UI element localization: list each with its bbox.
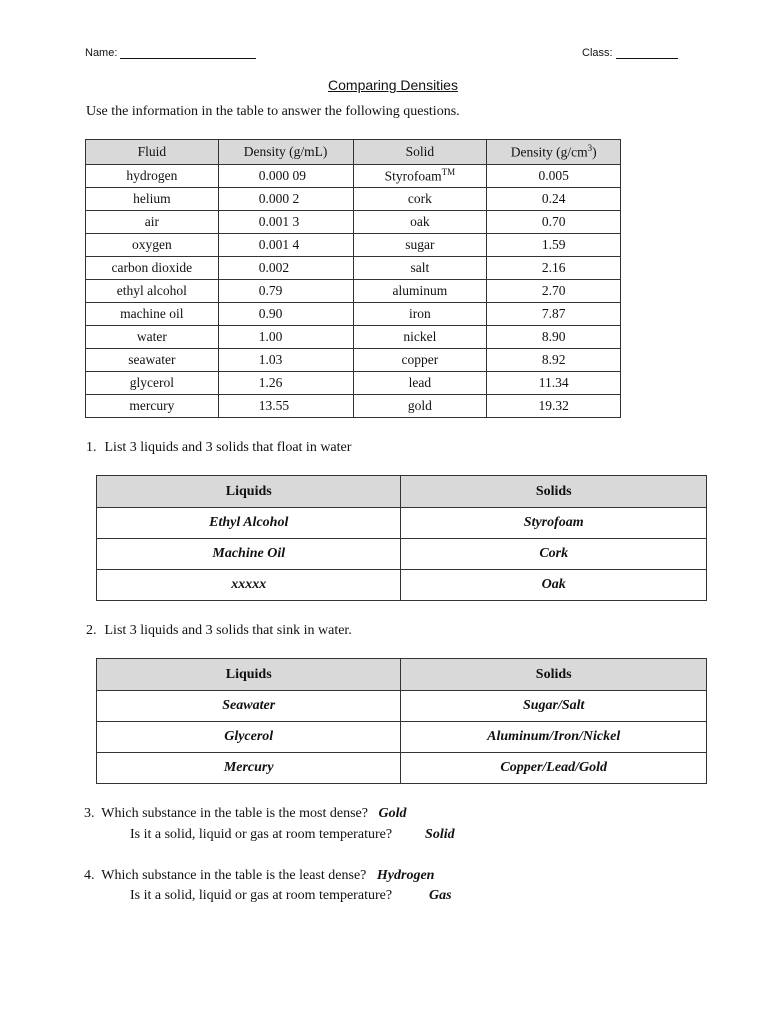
fluid-name-text: carbon dioxide xyxy=(111,260,193,275)
sink-solid-cell[interactable]: Copper/Lead/Gold xyxy=(401,753,707,784)
fluid-density-text: 0.001 4 xyxy=(258,237,300,252)
float-liquid-cell[interactable]: xxxxx xyxy=(97,570,401,601)
fluid-name-cell xyxy=(86,234,219,257)
solid-density-text: 19.32 xyxy=(538,398,569,413)
solid-name-text: cork xyxy=(407,191,432,206)
solid-name-cell xyxy=(353,395,487,418)
question-1-text: List 3 liquids and 3 solids that float in water xyxy=(104,440,352,455)
density-table-header-row xyxy=(86,140,621,165)
sink-header-liquids: Liquids xyxy=(97,659,401,691)
solid-density-text: 8.90 xyxy=(541,329,566,344)
fluid-density-text: 0.000 2 xyxy=(258,191,300,206)
sink-solid-cell[interactable]: Sugar/Salt xyxy=(401,691,707,722)
fluid-name-text: oxygen xyxy=(131,237,172,252)
density-table xyxy=(85,139,621,418)
fluid-name-text: mercury xyxy=(129,398,175,413)
fluid-name-cell xyxy=(86,326,219,349)
float-solid-cell[interactable]: Styrofoam xyxy=(401,508,707,539)
solid-density-text: 8.92 xyxy=(541,352,566,367)
sink-solid-cell[interactable]: Aluminum/Iron/Nickel xyxy=(401,722,707,753)
fluid-density-cell xyxy=(218,280,353,303)
solid-density-text: 0.24 xyxy=(541,191,566,206)
fluid-density-text: 0.000 09 xyxy=(258,168,306,183)
fluid-density-text: 0.001 3 xyxy=(258,214,300,229)
solid-density-cell xyxy=(487,349,621,372)
fluid-density-cell xyxy=(218,326,353,349)
question-4 xyxy=(84,868,434,884)
question-4-sub-answer[interactable]: Gas xyxy=(429,888,452,903)
fluid-name-cell xyxy=(86,349,219,372)
table-row xyxy=(86,303,621,326)
solid-density-cell xyxy=(487,188,621,211)
question-1 xyxy=(86,440,351,456)
solid-density-cell xyxy=(487,326,621,349)
solid-name-text: gold xyxy=(407,398,432,413)
class-blank-line[interactable] xyxy=(616,47,678,59)
solid-name-cell xyxy=(353,349,487,372)
fluid-name-text: machine oil xyxy=(120,306,184,321)
float-header-liquids: Liquids xyxy=(97,476,401,508)
name-blank-line[interactable] xyxy=(120,47,256,59)
table-row xyxy=(97,508,707,539)
fluid-density-cell xyxy=(218,257,353,280)
question-4-sub-text: Is it a solid, liquid or gas at room temperature? xyxy=(130,888,393,903)
solid-density-cell xyxy=(487,234,621,257)
fluid-density-text: 1.00 xyxy=(258,329,283,344)
fluid-name-cell xyxy=(86,303,219,326)
sink-header-solids: Solids xyxy=(401,659,707,691)
table-row xyxy=(86,280,621,303)
solid-name-text: salt xyxy=(410,260,430,275)
header-fluid-density: Density (g/mL) xyxy=(218,140,353,165)
fluid-density-text: 1.26 xyxy=(258,375,283,390)
solid-name-cell xyxy=(353,234,487,257)
table-row xyxy=(86,234,621,257)
solid-name-cell xyxy=(353,211,487,234)
fluid-density-cell xyxy=(218,234,353,257)
solid-name-cell xyxy=(353,165,487,188)
solid-name-cell xyxy=(353,280,487,303)
table-row xyxy=(97,539,707,570)
sink-table xyxy=(96,658,707,784)
class-field[interactable] xyxy=(582,47,678,59)
question-2 xyxy=(86,623,352,639)
fluid-name-text: air xyxy=(144,214,159,229)
question-3-answer[interactable]: Gold xyxy=(378,806,407,821)
sink-table-header-row xyxy=(97,659,707,691)
float-header-solids: Solids xyxy=(401,476,707,508)
fluid-name-text: helium xyxy=(133,191,171,206)
header-solid: Solid xyxy=(353,140,487,165)
fluid-name-text: water xyxy=(136,329,167,344)
class-label: Class: xyxy=(582,47,613,59)
fluid-density-cell xyxy=(218,165,353,188)
solid-name-text: iron xyxy=(409,306,431,321)
solid-name-text: copper xyxy=(401,352,439,367)
header-fluid: Fluid xyxy=(86,140,219,165)
trademark-superscript: TM xyxy=(441,167,456,178)
table-row xyxy=(86,257,621,280)
solid-name-text: oak xyxy=(410,214,430,229)
table-row xyxy=(86,395,621,418)
question-3-sub xyxy=(130,827,455,843)
float-table-header-row xyxy=(97,476,707,508)
name-label: Name: xyxy=(85,47,118,59)
table-row xyxy=(86,188,621,211)
fluid-density-cell xyxy=(218,349,353,372)
fluid-name-cell xyxy=(86,257,219,280)
fluid-name-cell xyxy=(86,188,219,211)
solid-name-text: nickel xyxy=(403,329,437,344)
fluid-density-cell xyxy=(218,211,353,234)
question-1-number: 1. xyxy=(86,440,97,455)
header-close-paren: ) xyxy=(592,144,597,160)
header-solid-density xyxy=(487,140,621,165)
solid-density-text: 0.005 xyxy=(538,168,569,183)
fluid-name-cell xyxy=(86,280,219,303)
solid-name-cell xyxy=(353,188,487,211)
sink-liquid-cell[interactable]: Glycerol xyxy=(97,722,401,753)
sink-liquid-cell[interactable]: Mercury xyxy=(97,753,401,784)
fluid-name-text: seawater xyxy=(128,352,176,367)
fluid-density-cell xyxy=(218,372,353,395)
solid-density-cell xyxy=(487,303,621,326)
table-row xyxy=(86,211,621,234)
solid-density-text: 7.87 xyxy=(541,306,566,321)
table-row xyxy=(97,722,707,753)
question-2-number: 2. xyxy=(86,623,97,638)
solid-name-cell xyxy=(353,326,487,349)
solid-density-cell xyxy=(487,372,621,395)
question-4-number: 4. xyxy=(84,868,95,883)
question-3-sub-text: Is it a solid, liquid or gas at room temperature? xyxy=(130,827,393,842)
solid-name-text: lead xyxy=(408,375,432,390)
question-4-text: Which substance in the table is the least dense? xyxy=(101,868,367,883)
solid-density-text: 11.34 xyxy=(538,375,569,390)
sink-liquid-cell[interactable]: Seawater xyxy=(97,691,401,722)
fluid-name-cell xyxy=(86,372,219,395)
table-row xyxy=(97,570,707,601)
fluid-name-cell xyxy=(86,165,219,188)
solid-density-cell xyxy=(487,211,621,234)
fluid-name-cell xyxy=(86,395,219,418)
solid-name-text: sugar xyxy=(405,237,435,252)
question-2-text: List 3 liquids and 3 solids that sink in water. xyxy=(104,623,352,638)
solid-density-cell xyxy=(487,395,621,418)
float-table xyxy=(96,475,707,601)
instructions-text: Use the information in the table to answer the following questions. xyxy=(86,104,460,119)
solid-name-text: Styrofoam xyxy=(384,168,442,184)
solid-density-text: 1.59 xyxy=(541,237,566,252)
name-field[interactable] xyxy=(85,47,256,59)
fluid-density-text: 0.002 xyxy=(258,260,290,275)
solid-name-cell xyxy=(353,257,487,280)
fluid-name-cell xyxy=(86,211,219,234)
solid-name-cell xyxy=(353,303,487,326)
float-liquid-cell[interactable]: Ethyl Alcohol xyxy=(97,508,401,539)
solid-density-text: 0.70 xyxy=(541,214,566,229)
table-row xyxy=(86,372,621,395)
table-row xyxy=(86,165,621,188)
fluid-name-text: ethyl alcohol xyxy=(116,283,187,298)
table-row xyxy=(97,753,707,784)
fluid-density-text: 1.03 xyxy=(258,352,283,367)
solid-density-cell xyxy=(487,165,621,188)
solid-name-text: aluminum xyxy=(392,283,448,298)
table-row xyxy=(97,691,707,722)
header-cubed-superscript: 3 xyxy=(587,143,593,154)
question-3 xyxy=(84,806,406,822)
page-title: Comparing Densities xyxy=(328,77,458,93)
question-3-text: Which substance in the table is the most dense? xyxy=(101,806,368,821)
question-3-sub-answer[interactable]: Solid xyxy=(425,827,455,842)
table-row xyxy=(86,326,621,349)
table-row xyxy=(86,349,621,372)
solid-density-text: 2.70 xyxy=(541,283,566,298)
question-4-answer[interactable]: Hydrogen xyxy=(376,868,435,883)
question-4-sub xyxy=(130,888,452,904)
solid-density-cell xyxy=(487,257,621,280)
fluid-density-cell xyxy=(218,395,353,418)
fluid-density-text: 0.79 xyxy=(258,283,283,298)
solid-name-cell xyxy=(353,372,487,395)
solid-density-text: 2.16 xyxy=(541,260,566,275)
float-liquid-cell[interactable]: Machine Oil xyxy=(97,539,401,570)
header-solid-density-text: Density (g/cm xyxy=(510,144,588,160)
solid-density-cell xyxy=(487,280,621,303)
fluid-name-text: hydrogen xyxy=(126,168,178,183)
fluid-density-text: 13.55 xyxy=(258,398,290,413)
fluid-density-cell xyxy=(218,188,353,211)
question-3-number: 3. xyxy=(84,806,95,821)
float-solid-cell[interactable]: Cork xyxy=(401,539,707,570)
float-solid-cell[interactable]: Oak xyxy=(401,570,707,601)
fluid-name-text: glycerol xyxy=(129,375,174,390)
fluid-density-text: 0.90 xyxy=(258,306,283,321)
fluid-density-cell xyxy=(218,303,353,326)
